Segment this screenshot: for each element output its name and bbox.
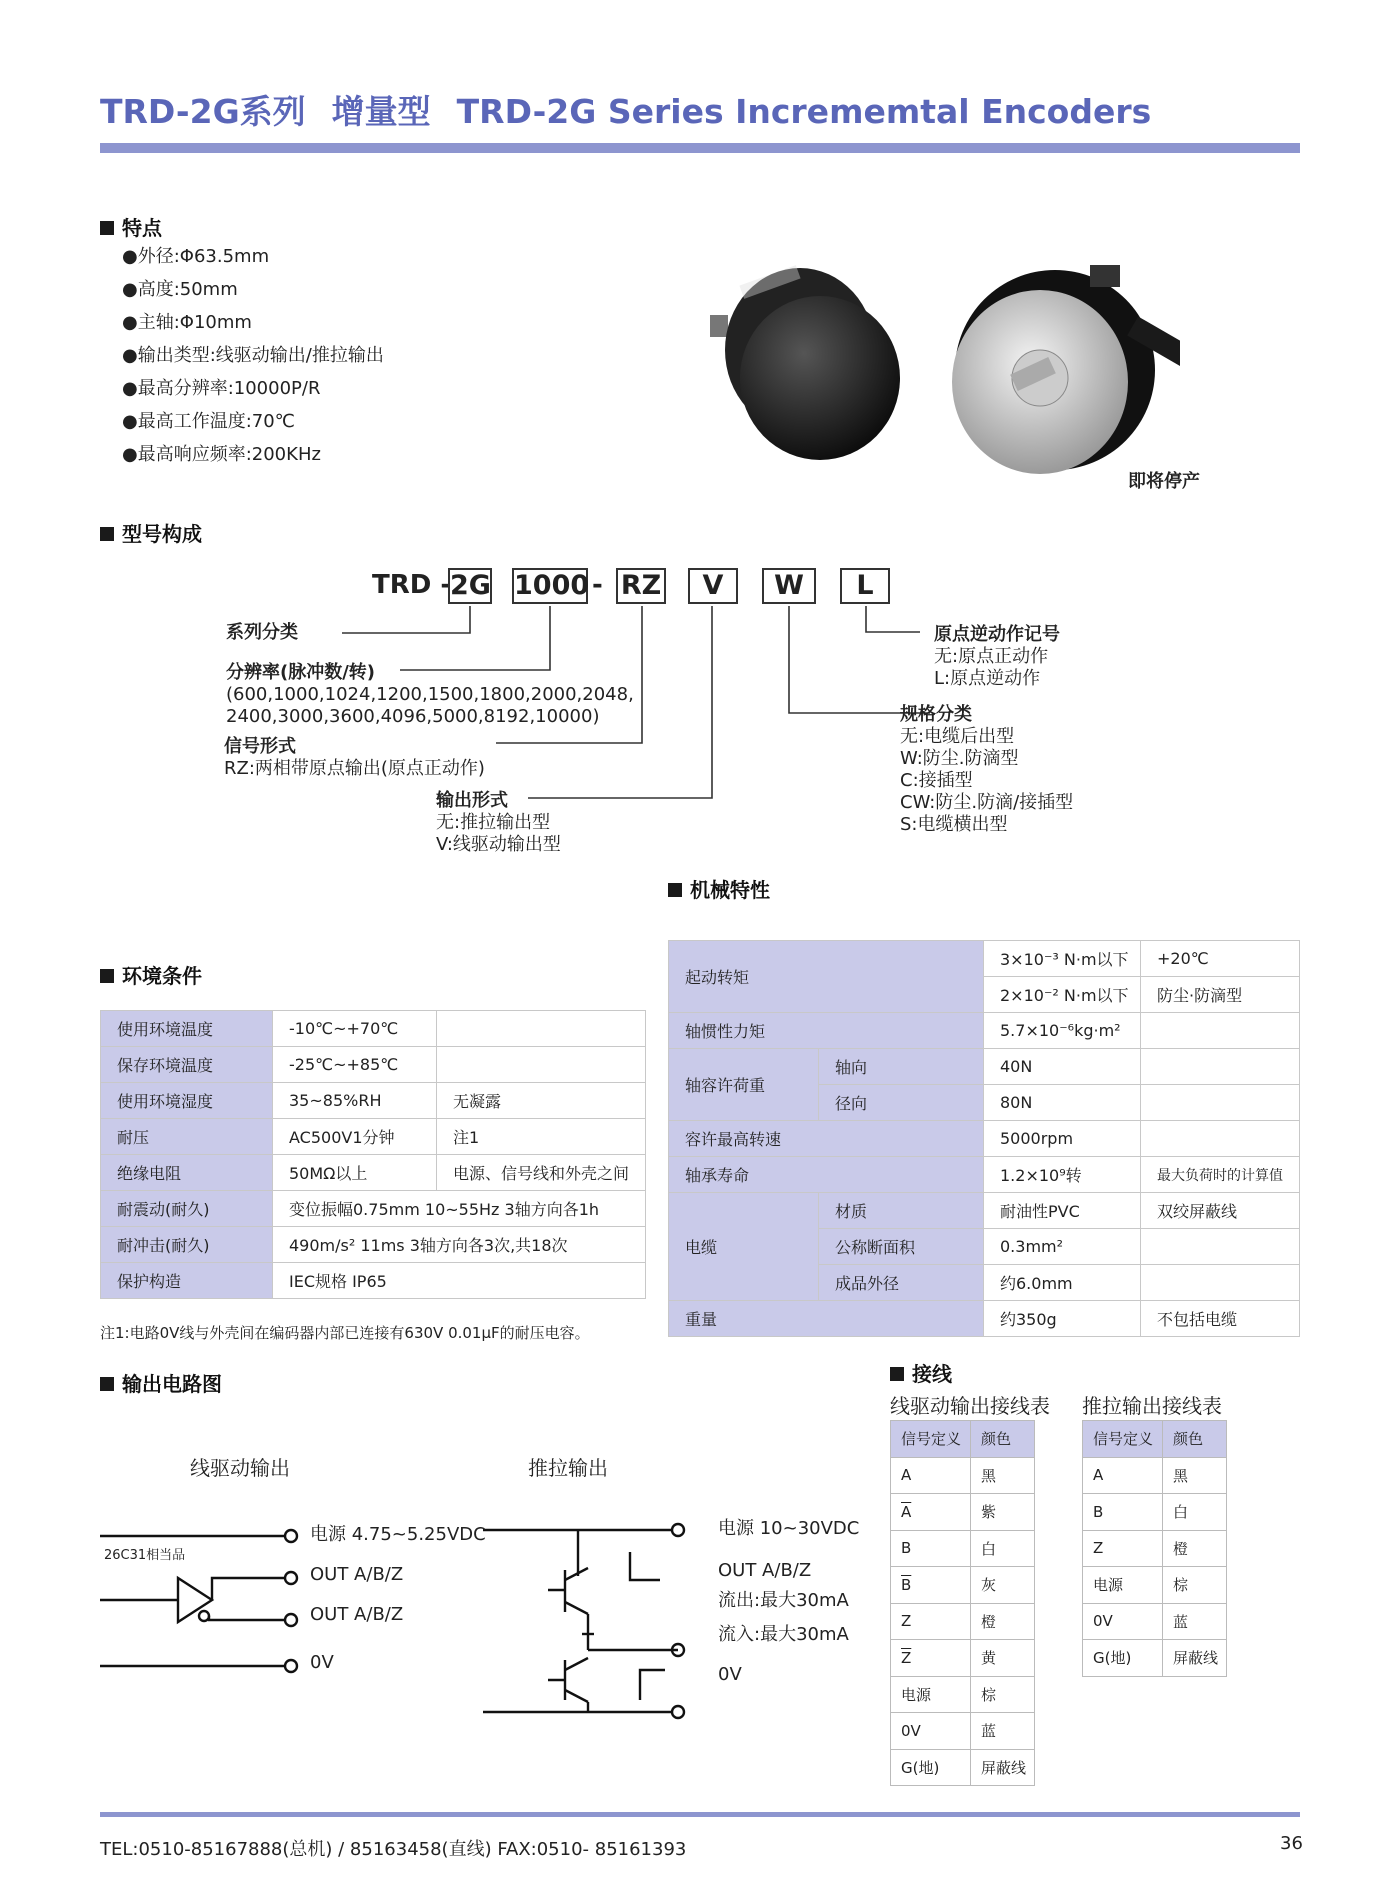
table-row: Z 橙	[891, 1603, 1035, 1640]
table-row: 保护构造 IEC规格 IP65	[101, 1263, 646, 1299]
discontinued-label: 即将停产	[1128, 471, 1200, 492]
ld-outn-label: OUT A/B/Z	[310, 1604, 404, 1625]
mech-heading: 机械特性	[668, 874, 770, 903]
footer-contact: TEL:0510-85167888(总机) / 85163458(直线) FAX:0510- 85161393	[100, 1839, 687, 1860]
pp-wiring-table: 信号定义 颜色 A 黑 B 白 Z 橙 电源 棕 0V 蓝 G(地) 屏蔽线	[1082, 1420, 1227, 1677]
table-row: 电源 棕	[891, 1676, 1035, 1713]
table-row: G(地) 屏蔽线	[891, 1749, 1035, 1786]
table-row: $\overline{Z}$ 黄	[891, 1640, 1035, 1677]
output-block: 输出形式 无:推拉输出型 V:线驱动输出型	[436, 790, 561, 855]
table-row: 耐压 AC500V1分钟 注1	[101, 1119, 646, 1155]
code-box-origin: L	[840, 568, 890, 604]
pp-wiring-title: 推拉输出接线表	[1082, 1394, 1222, 1418]
wiring-heading: 接线	[890, 1358, 952, 1387]
code-dash: -	[592, 570, 603, 600]
table-row: 使用环境湿度 35~85%RH 无凝露	[101, 1083, 646, 1119]
table-row: B 白	[1083, 1494, 1227, 1531]
feature-item: ● 主轴:Φ10mm	[122, 306, 384, 339]
feature-item: ● 最高分辨率:10000P/R	[122, 372, 384, 405]
code-box-output: V	[688, 568, 738, 604]
feature-item: ● 最高工作温度:70℃	[122, 405, 384, 438]
env-table	[100, 1010, 646, 1299]
page-title: TRD-2G系列 增量型 TRD-2G Series Incrememtal Encoders	[100, 92, 1152, 131]
code-box-signal: RZ	[616, 568, 666, 604]
code-box-resolution: 1000	[512, 568, 588, 604]
ld-wiring-table: 信号定义 颜色 A 黑 $\overline{A}$ 紫 B 白 $\overline{B}$ 灰 Z 橙 $\overline{Z}$ 黄 电源 棕 0V 蓝 G(地) 屏蔽线	[890, 1420, 1035, 1786]
feature-item: ● 外径:Φ63.5mm	[122, 240, 384, 273]
code-box-series: 2G	[448, 568, 492, 604]
pp-power-label: 电源 10~30VDC	[718, 1518, 860, 1539]
env-heading: 环境条件	[100, 960, 202, 989]
ld-0v-label: 0V	[310, 1652, 334, 1673]
feature-item: ● 最高响应频率:200KHz	[122, 438, 384, 471]
table-row: 0V 蓝	[1083, 1603, 1227, 1640]
table-row: 0V 蓝	[891, 1713, 1035, 1750]
table-row: A 黑	[1083, 1457, 1227, 1494]
table-row: $\overline{B}$ 灰	[891, 1567, 1035, 1604]
features-heading: 特点	[100, 212, 162, 241]
table-row: G(地) 屏蔽线	[1083, 1640, 1227, 1677]
series-label: 系列分类	[226, 622, 298, 643]
table-row: 耐冲击(耐久) 490m/s² 11ms 3轴方向各3次,共18次	[101, 1227, 646, 1263]
table-row: Z 橙	[1083, 1530, 1227, 1567]
feature-item: ● 输出类型:线驱动输出/推拉输出	[122, 339, 384, 372]
code-box-spec: W	[762, 568, 816, 604]
signal-block: 信号形式 RZ:两相带原点输出(原点正动作)	[224, 736, 485, 779]
table-row: $\overline{A}$ 紫	[891, 1494, 1035, 1531]
table-row: B 白	[891, 1530, 1035, 1567]
ic-label: 26C31相当品	[104, 1548, 186, 1563]
circuit-heading: 输出电路图	[100, 1368, 222, 1397]
line-driver-title: 线驱动输出	[190, 1456, 290, 1480]
pp-out-label: OUT A/B/Z	[718, 1560, 812, 1581]
spec-block: 规格分类 无:电缆后出型 W:防尘.防滴型 C:接插型 CW:防尘.防滴/接插型 S:电缆横出型	[900, 704, 1074, 835]
ld-out-label: OUT A/B/Z	[310, 1564, 404, 1585]
table-row: 绝缘电阻 50MΩ以上 电源、信号线和外壳之间	[101, 1155, 646, 1191]
table-row: A 黑	[891, 1457, 1035, 1494]
model-prefix: TRD -	[372, 570, 452, 600]
pp-sink-label: 流入:最大30mA	[718, 1624, 849, 1645]
mech-table: 起动转矩 3×10⁻³ N·m以下 +20℃ 2×10⁻² N·m以下 防尘·防滴型 轴惯性力矩 5.7×10⁻⁶kg·m² 轴容许荷重 轴向 40N 径向 80N 容许最高转速 5000rpm 轴承寿命 1.2×10⁹转 最大负荷时的计算值 电缆 材质 耐油性PVC 双绞屏蔽线 公称断面积 0.3mm² 成品外径 约6.0mm 重量 约350g 不包括电缆	[668, 940, 1300, 1337]
env-note: 注1:电路0V线与外壳间在编码器内部已连接有630V 0.01μF的耐压电容。	[100, 1324, 590, 1342]
table-row: 保存环境温度 -25℃~+85℃	[101, 1047, 646, 1083]
pp-source-label: 流出:最大30mA	[718, 1590, 849, 1611]
model-leader-lines	[0, 0, 1400, 900]
table-row: 电源 棕	[1083, 1567, 1227, 1604]
resolution-block: 分辨率(脉冲数/转) (600,1000,1024,1200,1500,1800,2000,2048, 2400,3000,3600,4096,5000,8192,10000)	[226, 662, 634, 727]
footer-rule	[100, 1812, 1300, 1817]
table-row: 使用环境温度 -10℃~+70℃	[101, 1011, 646, 1047]
push-pull-title: 推拉输出	[528, 1456, 608, 1480]
origin-block: 原点逆动作记号 无:原点正动作 L:原点逆动作	[934, 624, 1060, 689]
ld-wiring-title: 线驱动输出接线表	[890, 1394, 1050, 1418]
table-row: 耐震动(耐久) 变位振幅0.75mm 10~55Hz 3轴方向各1h	[101, 1191, 646, 1227]
pp-0v-label: 0V	[718, 1664, 742, 1685]
ld-power-label: 电源 4.75~5.25VDC	[310, 1524, 486, 1545]
feature-item: ● 高度:50mm	[122, 273, 384, 306]
page-number: 36	[1280, 1833, 1303, 1854]
model-heading: 型号构成	[100, 518, 202, 547]
